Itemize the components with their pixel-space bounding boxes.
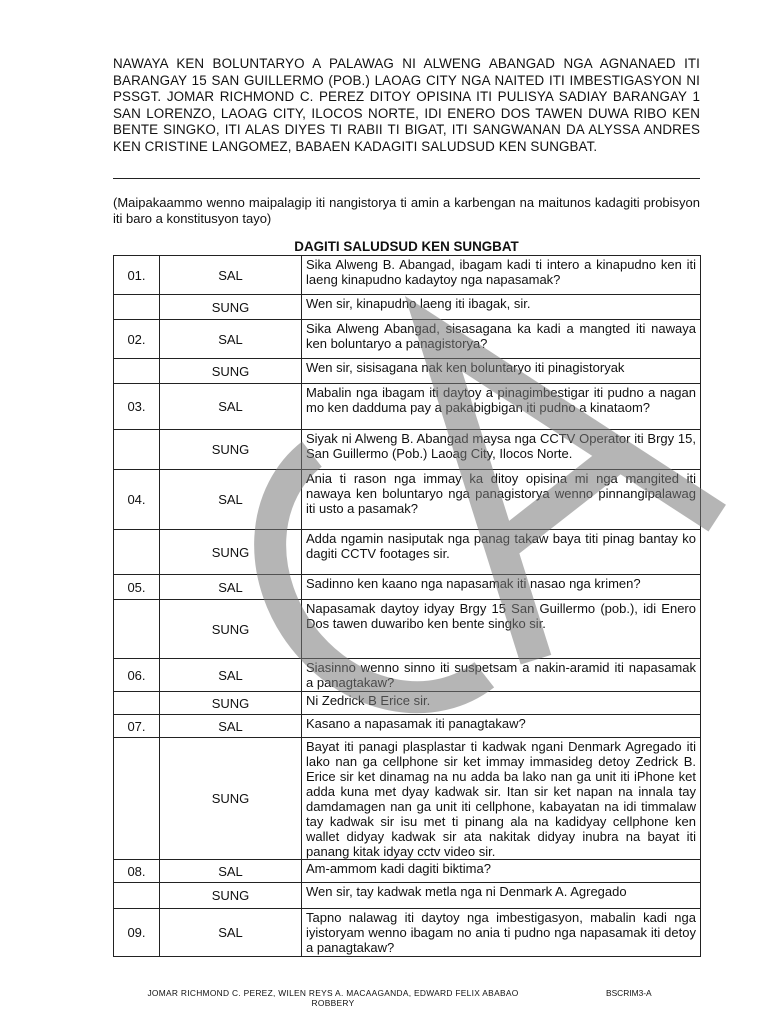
row-type: SUNG	[160, 738, 302, 860]
statement-heading: NAWAYA KEN BOLUNTARYO A PALAWAG NI ALWENG ABANGAD NGA AGNANAED ITI BARANGAY 15 SAN GUILLERMO (POB.) LAOAG CITY NGA NAITED ITI IMBESTIGASYON NI PSSGT. JOMAR RICHMOND C. PEREZ DITOY OPISINA ITI PULISYA SADIAY BARANGAY 1 SAN LORENZO, LAOAG CITY, ILOCOS NORTE, IDI ENERO DOS TAWEN DUWA RIBO KEN BENTE SINGKO, ITI ALAS DIYES TI RABII TI BIGAT, ITI SANGWANAN DA ALYSSA ANDRES KEN CRISTINE LANGOMEZ, BABAEN KADAGITI SALUDSUD KEN SUNGBAT.	[113, 56, 700, 154]
table-row	[114, 470, 701, 530]
table-row	[114, 575, 701, 600]
question-number	[114, 738, 160, 860]
row-type: SUNG	[160, 600, 302, 659]
question-number: 05.	[114, 575, 160, 600]
row-text: Wen sir, kinapudno laeng iti ibagak, sir.	[302, 295, 701, 320]
question-number: 02.	[114, 320, 160, 359]
row-type: SUNG	[160, 530, 302, 575]
row-text: Sadinno ken kaano nga napasamak iti nasao nga krimen?	[302, 575, 701, 600]
table-row	[114, 256, 701, 295]
row-text: Tapno nalawag iti daytoy nga imbestigasyon, mabalin kadi nga iyistoryam wenno ibagam no ania ti pudno nga napasamak iti detoy a panagtakaw?	[302, 909, 701, 957]
question-number	[114, 530, 160, 575]
row-type: SAL	[160, 860, 302, 883]
row-text: Adda ngamin nasiputak nga panag takaw baya titi pinag bantay ko dagiti CCTV footages sir.	[302, 530, 701, 575]
question-number: 04.	[114, 470, 160, 530]
table-row	[114, 909, 701, 957]
question-number: 09.	[114, 909, 160, 957]
table-row	[114, 692, 701, 715]
row-type: SAL	[160, 715, 302, 738]
rights-note: (Maipakaammo wenno maipalagip iti nangistorya ti amin a karbengan na maitunos kadagiti probisyon iti baro a konstitusyon tayo)	[113, 195, 700, 226]
row-text: Ni Zedrick B Erice sir.	[302, 692, 701, 715]
row-type: SAL	[160, 659, 302, 692]
row-text: Bayat iti panagi plasplastar ti kadwak ngani Denmark Agregado iti lako nan ga cellphone sir ket immay immasideg detoy Zedrick B. Erice sir ket dinamag na nu adda ba lako nan ga unit iti iPhone ket adda kuna met dyay kadwak sir. Itan sir ket napan na innala tay damdamagen nan ga unit iti cellphone, kabayatan na idi timmalaw tay kadwak sir isu met ti pinang ala na kadidyay cellphone ken wallet didyay kadwak sir ata nakitak didyay inubra na bayat iti panang kitak idyay cctv video sir.	[302, 738, 701, 860]
divider-line	[113, 178, 700, 179]
table-row	[114, 320, 701, 359]
row-text: Siyak ni Alweng B. Abangad maysa nga CCTV Operator iti Brgy 15, San Guillermo (Pob.) Laoag City, Ilocos Norte.	[302, 430, 701, 470]
table-row	[114, 883, 701, 909]
qa-table	[113, 255, 701, 957]
row-type: SAL	[160, 256, 302, 295]
question-number	[114, 359, 160, 384]
table-row	[114, 295, 701, 320]
qa-title: DAGITI SALUDSUD KEN SUNGBAT	[294, 239, 519, 254]
row-text: Napasamak daytoy idyay Brgy 15 San Guillermo (pob.), idi Enero Dos tawen duwaribo ken bente singko sir.	[302, 600, 701, 659]
footer-class-code: BSCRIM3-A	[606, 988, 652, 998]
row-text: Am-ammom kadi dagiti biktima?	[302, 860, 701, 883]
table-row	[114, 359, 701, 384]
row-text: Kasano a napasamak iti panagtakaw?	[302, 715, 701, 738]
row-text: Mabalin nga ibagam iti daytoy a pinagimbestigar iti pudno a nagan mo ken dadduma pay a pakabigbigan iti pudno a kinataom?	[302, 384, 701, 430]
row-type: SUNG	[160, 295, 302, 320]
table-row	[114, 384, 701, 430]
question-number: 08.	[114, 860, 160, 883]
row-type: SUNG	[160, 359, 302, 384]
question-number	[114, 295, 160, 320]
row-type: SUNG	[160, 692, 302, 715]
footer-authors	[113, 988, 553, 1008]
row-text: Ania ti rason nga immay ka ditoy opisina mi nga mangited iti nawaya ken boluntaryo nga panagistorya wenno pinnangipalawag iti usto a pasamak?	[302, 470, 701, 530]
row-type: SUNG	[160, 430, 302, 470]
row-text: Wen sir, tay kadwak metla nga ni Denmark A. Agregado	[302, 883, 701, 909]
question-number	[114, 430, 160, 470]
row-text: Sika Alweng Abangad, sisasagana ka kadi a mangted iti nawaya ken boluntaryo a panagistorya?	[302, 320, 701, 359]
row-type: SAL	[160, 575, 302, 600]
question-number: 03.	[114, 384, 160, 430]
row-type: SAL	[160, 470, 302, 530]
table-row	[114, 430, 701, 470]
question-number	[114, 883, 160, 909]
row-text: Wen sir, sisisagana nak ken boluntaryo iti pinagistoryak	[302, 359, 701, 384]
footer-names-line: JOMAR RICHMOND C. PEREZ, WILEN REYS A. MACAAGANDA, EDWARD FELIX ABABAO	[147, 988, 519, 998]
table-row	[114, 860, 701, 883]
row-text: Siasinno wenno sinno iti suspetsam a nakin-aramid iti napasamak a panagtakaw?	[302, 659, 701, 692]
row-type: SAL	[160, 384, 302, 430]
table-row	[114, 659, 701, 692]
footer-case-line: ROBBERY	[311, 998, 355, 1008]
row-text: Sika Alweng B. Abangad, ibagam kadi ti intero a kinapudno ken iti laeng kinapudno kadaytoy nga napasamak?	[302, 256, 701, 295]
row-type: SUNG	[160, 883, 302, 909]
table-row	[114, 600, 701, 659]
question-number: 07.	[114, 715, 160, 738]
question-number: 06.	[114, 659, 160, 692]
question-number	[114, 600, 160, 659]
question-number: 01.	[114, 256, 160, 295]
row-type: SAL	[160, 320, 302, 359]
question-number	[114, 692, 160, 715]
table-row	[114, 530, 701, 575]
table-row	[114, 715, 701, 738]
row-type: SAL	[160, 909, 302, 957]
table-row	[114, 738, 701, 860]
